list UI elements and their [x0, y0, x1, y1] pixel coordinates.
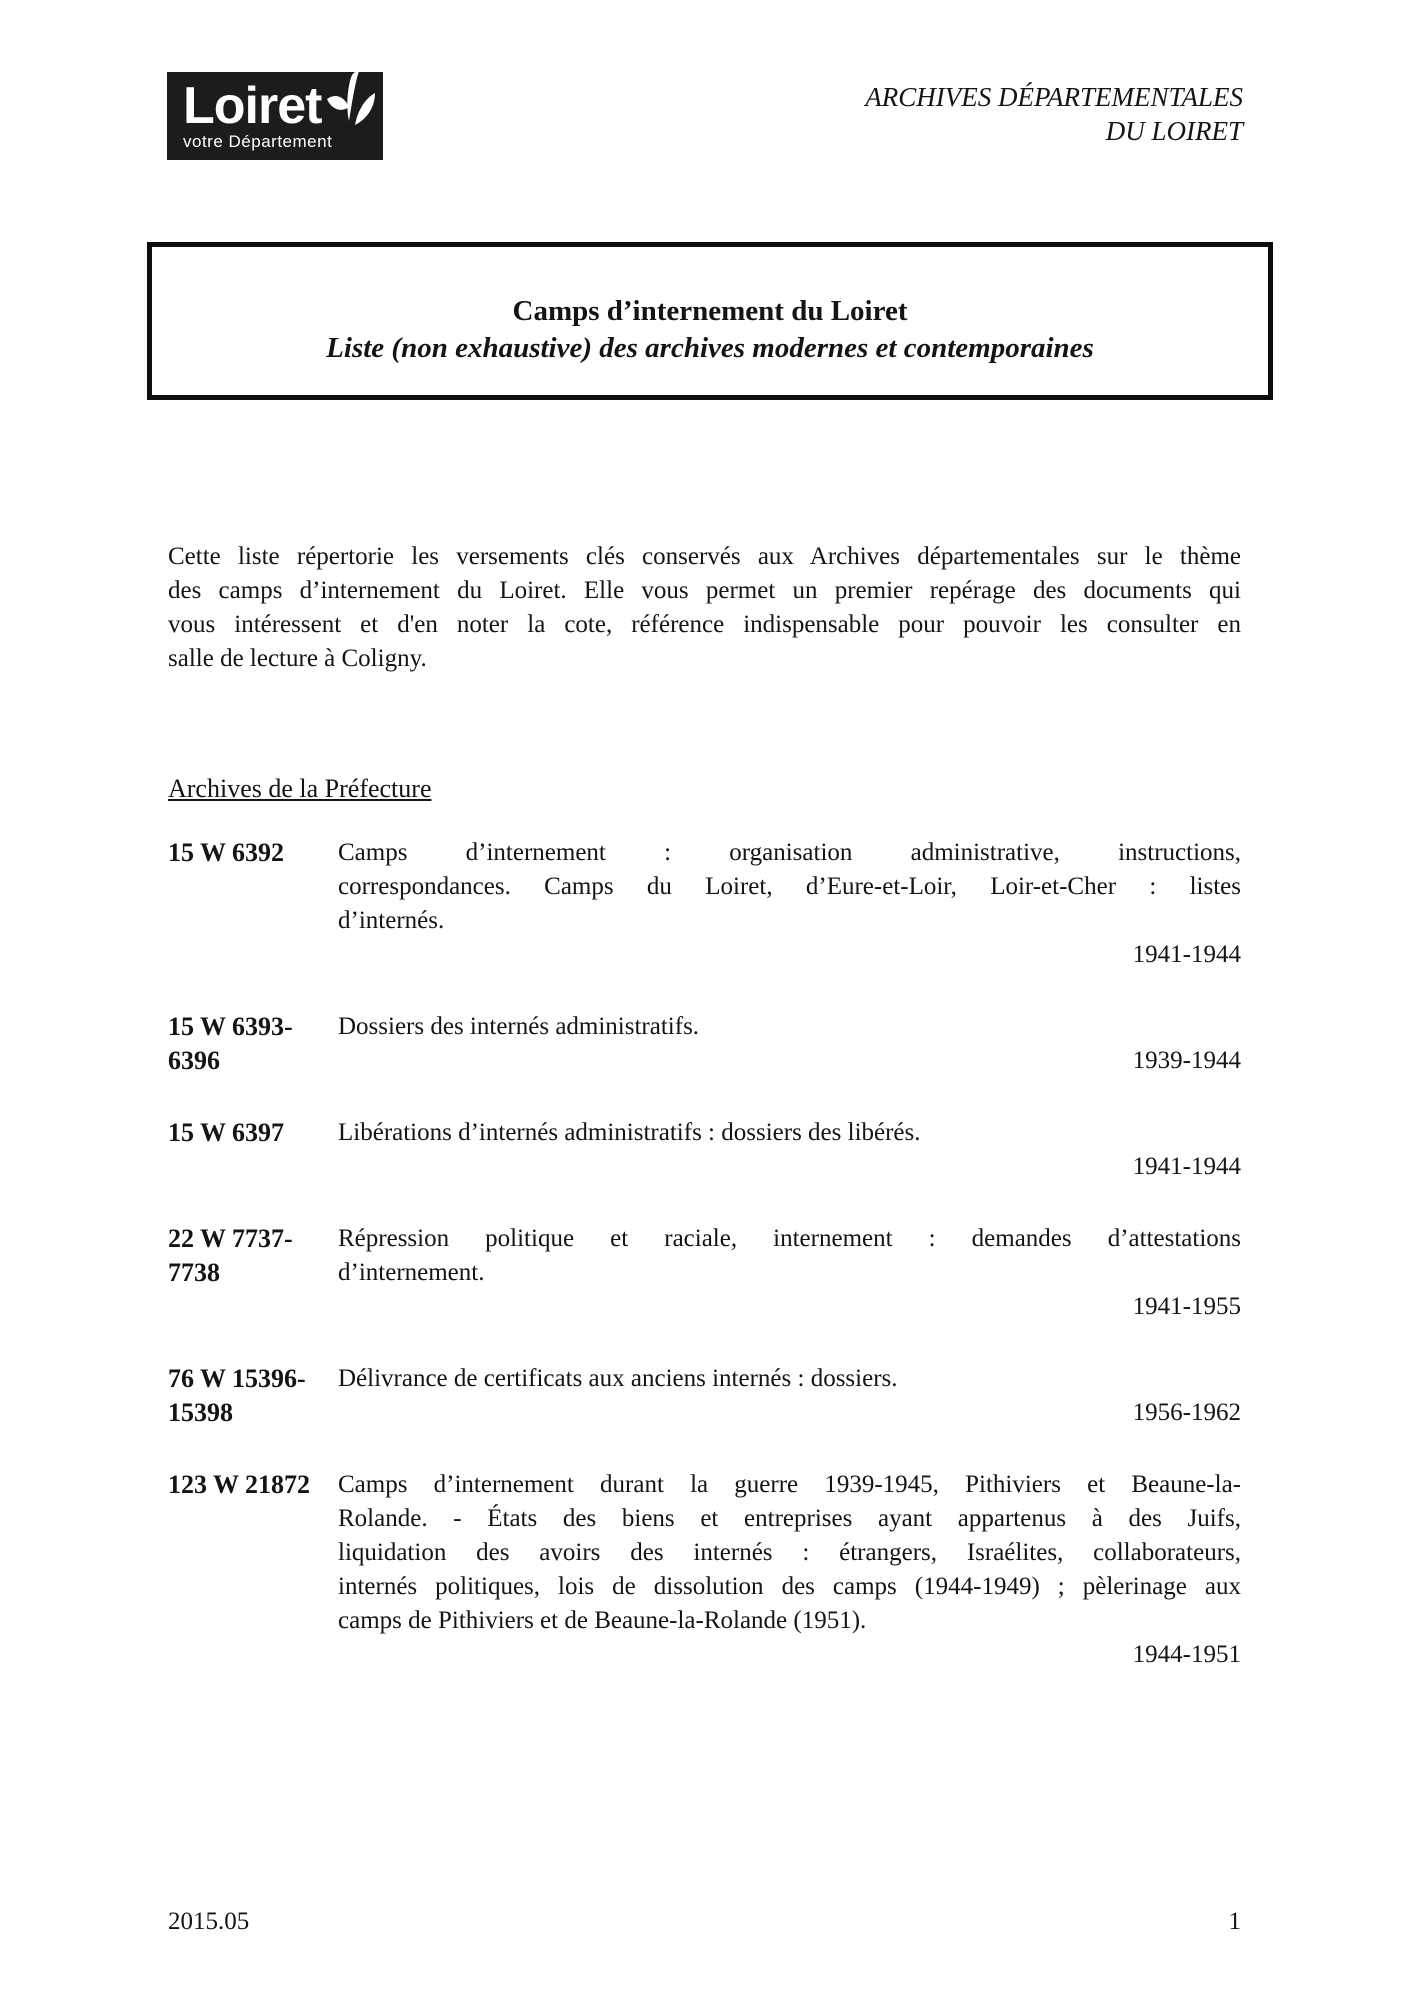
archive-entry: [168, 836, 1241, 972]
archive-desc-line: d’internement.: [338, 1259, 485, 1286]
intro-paragraph: [168, 540, 1241, 676]
footer-version: 2015.05: [168, 1908, 250, 1935]
document-title: Camps d’internement du Loiret: [512, 295, 908, 327]
archive-dates: 1956-1962: [1132, 1399, 1241, 1426]
footer-page-number: 1: [1228, 1908, 1241, 1935]
archive-description: [338, 1362, 1241, 1430]
archive-desc-line: liquidation des avoirs des internés : étrangers, Israélites, collaborateurs,: [338, 1539, 1241, 1566]
archive-dates: 1941-1944: [1132, 941, 1241, 968]
logo-wordmark: Loiret: [183, 77, 322, 135]
intro-line: des camps d’internement du Loiret. Elle vous permet un premier repérage des documents qui: [168, 577, 1241, 604]
letterhead-line1: ARCHIVES DÉPARTEMENTALES: [865, 82, 1243, 112]
archive-entry: [168, 1010, 1241, 1078]
archive-desc-line: Répression politique et raciale, internement : demandes d’attestations: [338, 1225, 1241, 1252]
letterhead-line2: DU LOIRET: [1105, 116, 1243, 146]
archive-code-line: 123 W 21872: [168, 1470, 311, 1499]
intro-line: Cette liste répertorie les versements clés conservés aux Archives départementales sur le thème: [168, 543, 1241, 570]
archive-desc-line: correspondances. Camps du Loiret, d’Eure-et-Loir, Loir-et-Cher : listes: [338, 873, 1241, 900]
logo-tagline: votre Département: [183, 132, 333, 151]
letterhead: [865, 80, 1243, 148]
archive-description: [338, 836, 1241, 972]
archive-desc-line: Rolande. - États des biens et entreprises ayant appartenus à des Juifs,: [338, 1505, 1241, 1532]
page-footer: [168, 1906, 1241, 1938]
archive-code-line: 15 W 6393-: [168, 1012, 293, 1041]
archive-dates: 1941-1944: [1132, 1153, 1241, 1180]
archive-entry: [168, 1116, 1241, 1184]
archive-code: [168, 836, 338, 972]
archive-entry: [168, 1468, 1241, 1672]
archive-code-line: 22 W 7737-: [168, 1224, 293, 1253]
entries-list: [168, 836, 1241, 1710]
archive-desc-line: Camps d’internement : organisation administrative, instructions,: [338, 839, 1241, 866]
archive-code: [168, 1010, 338, 1078]
archive-desc-line: Dossiers des internés administratifs.: [338, 1013, 700, 1040]
archive-code: [168, 1116, 338, 1184]
archive-desc-line: Délivrance de certificats aux anciens internés : dossiers.: [338, 1365, 898, 1392]
archive-code-line: 15398: [168, 1398, 233, 1427]
archive-code: [168, 1362, 338, 1430]
loiret-logo: [167, 72, 383, 160]
archive-code: [168, 1222, 338, 1324]
logo-row: [183, 69, 371, 135]
archive-dates: 1941-1955: [1132, 1293, 1241, 1320]
archive-code-line: 15 W 6392: [168, 838, 285, 867]
archive-code: [168, 1468, 338, 1672]
archive-desc-line: Libérations d’internés administratifs : dossiers des libérés.: [338, 1119, 921, 1146]
archive-description: [338, 1010, 1241, 1078]
title-box: [147, 242, 1273, 400]
intro-line: vous intéressent et d'en noter la cote, référence indispensable pour pouvoir les consulter en: [168, 611, 1241, 638]
archive-desc-line: Camps d’internement durant la guerre 1939-1945, Pithiviers et Beaune-la-: [338, 1471, 1241, 1498]
archive-description: [338, 1468, 1241, 1672]
archive-entry: [168, 1362, 1241, 1430]
archive-entry: [168, 1222, 1241, 1324]
archive-dates: 1944-1951: [1132, 1641, 1241, 1668]
section-heading: Archives de la Préfecture: [168, 774, 432, 803]
archive-code-line: 76 W 15396-: [168, 1364, 306, 1393]
intro-line: salle de lecture à Coligny.: [168, 645, 427, 672]
archive-desc-line: internés politiques, lois de dissolution des camps (1944-1949) ; pèlerinage aux: [338, 1573, 1241, 1600]
archive-desc-line: d’internés.: [338, 907, 445, 934]
archive-description: [338, 1222, 1241, 1324]
archive-code-line: 6396: [168, 1046, 220, 1075]
archive-code-line: 7738: [168, 1258, 220, 1287]
archive-code-line: 15 W 6397: [168, 1118, 285, 1147]
leaf-icon: [325, 69, 377, 136]
archive-desc-line: camps de Pithiviers et de Beaune-la-Rolande (1951).: [338, 1607, 867, 1634]
archive-description: [338, 1116, 1241, 1184]
document-subtitle: Liste (non exhaustive) des archives modernes et contemporaines: [326, 332, 1094, 364]
archive-dates: 1939-1944: [1132, 1047, 1241, 1074]
